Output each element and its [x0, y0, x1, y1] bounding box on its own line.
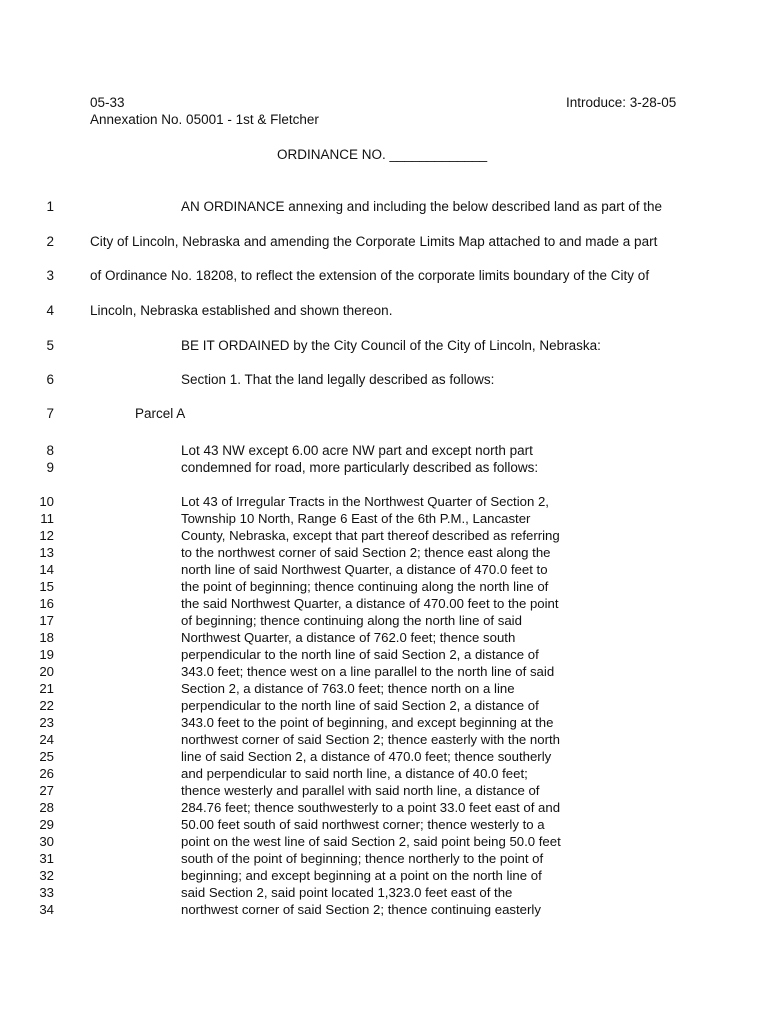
- line-text: City of Lincoln, Nebraska and amending the Corporate Limits Map attached to and made a part: [90, 234, 658, 249]
- line-text: northwest corner of said Section 2; thence easterly with the north: [181, 732, 560, 747]
- line-number: 9: [46, 460, 54, 475]
- line-number: 17: [39, 613, 54, 628]
- line-text: 50.00 feet south of said northwest corner; thence westerly to a: [181, 817, 545, 832]
- line-number: 16: [39, 596, 54, 611]
- line-number: 18: [39, 630, 54, 645]
- line-number: 32: [39, 868, 54, 883]
- line-text: the point of beginning; thence continuing along the north line of: [181, 579, 549, 594]
- line-text: 284.76 feet; thence southwesterly to a point 33.0 feet east of and: [181, 800, 561, 815]
- line-text: perpendicular to the north line of said Section 2, a distance of: [181, 698, 539, 713]
- line-text: and perpendicular to said north line, a distance of 40.0 feet;: [181, 766, 528, 781]
- line-text: Lot 43 NW except 6.00 acre NW part and except north part: [181, 443, 533, 458]
- line-number: 21: [39, 681, 54, 696]
- line-text: condemned for road, more particularly described as follows:: [181, 460, 539, 475]
- annexation-title: Annexation No. 05001 - 1st & Fletcher: [90, 112, 319, 127]
- line-text: AN ORDINANCE annexing and including the below described land as part of the: [181, 199, 663, 214]
- line-number: 10: [39, 494, 54, 509]
- line-number: 2: [46, 234, 54, 249]
- line-number: 19: [39, 647, 54, 662]
- line-number: 13: [39, 545, 54, 560]
- introduce-date: Introduce: 3-28-05: [566, 95, 677, 110]
- line-number: 26: [39, 766, 54, 781]
- line-text: north line of said Northwest Quarter, a distance of 470.0 feet to: [181, 562, 548, 577]
- line-text: Parcel A: [135, 406, 186, 421]
- line-text: the said Northwest Quarter, a distance of 470.00 feet to the point: [181, 596, 559, 611]
- line-text: perpendicular to the north line of said Section 2, a distance of: [181, 647, 539, 662]
- line-text: Section 1. That the land legally described as follows:: [181, 372, 495, 387]
- line-number: 27: [39, 783, 54, 798]
- line-text: said Section 2, said point located 1,323.0 feet east of the: [181, 885, 513, 900]
- line-number: 7: [46, 406, 54, 421]
- line-number: 15: [39, 579, 54, 594]
- line-number: 33: [39, 885, 54, 900]
- line-number: 30: [39, 834, 54, 849]
- line-number: 29: [39, 817, 54, 832]
- line-text: 343.0 feet to the point of beginning, and except beginning at the: [181, 715, 554, 730]
- line-number: 4: [46, 303, 54, 318]
- line-number: 8: [46, 443, 54, 458]
- line-text: point on the west line of said Section 2, said point being 50.0 feet: [181, 834, 561, 849]
- line-number: 12: [39, 528, 54, 543]
- line-number: 22: [39, 698, 54, 713]
- line-text: northwest corner of said Section 2; thence continuing easterly: [181, 902, 541, 917]
- line-number: 11: [40, 511, 54, 526]
- line-number: 14: [39, 562, 54, 577]
- line-text: beginning; and except beginning at a point on the north line of: [181, 868, 542, 883]
- line-text: 343.0 feet; thence west on a line parallel to the north line of said: [181, 664, 555, 679]
- line-number: 5: [46, 338, 54, 353]
- line-number: 25: [39, 749, 54, 764]
- line-number: 6: [46, 372, 54, 387]
- line-text: to the northwest corner of said Section 2; thence east along the: [181, 545, 551, 560]
- line-number: 28: [39, 800, 54, 815]
- line-text: Section 2, a distance of 763.0 feet; thence north on a line: [181, 681, 515, 696]
- line-text: line of said Section 2, a distance of 470.0 feet; thence southerly: [181, 749, 552, 764]
- line-text: of Ordinance No. 18208, to reflect the extension of the corporate limits boundary of the City of: [90, 268, 650, 283]
- line-text: of beginning; thence continuing along the north line of said: [181, 613, 522, 628]
- line-number: 1: [46, 199, 54, 214]
- line-text: BE IT ORDAINED by the City Council of the City of Lincoln, Nebraska:: [181, 338, 601, 353]
- line-text: Lot 43 of Irregular Tracts in the Northwest Quarter of Section 2,: [181, 494, 549, 509]
- doc-number: 05-33: [90, 95, 125, 110]
- line-number: 3: [46, 268, 54, 283]
- line-number: 23: [39, 715, 54, 730]
- line-text: County, Nebraska, except that part thereof described as referring: [181, 528, 560, 543]
- line-number: 24: [39, 732, 54, 747]
- line-number: 34: [39, 902, 54, 917]
- line-text: Northwest Quarter, a distance of 762.0 feet; thence south: [181, 630, 516, 645]
- line-number: 31: [39, 851, 54, 866]
- line-number: 20: [39, 664, 54, 679]
- line-text: south of the point of beginning; thence northerly to the point of: [181, 851, 544, 866]
- line-text: thence westerly and parallel with said north line, a distance of: [181, 783, 540, 798]
- line-text: Lincoln, Nebraska established and shown thereon.: [90, 303, 393, 318]
- line-text: Township 10 North, Range 6 East of the 6th P.M., Lancaster: [181, 511, 531, 526]
- ordinance-title: ORDINANCE NO. _____________: [277, 147, 488, 162]
